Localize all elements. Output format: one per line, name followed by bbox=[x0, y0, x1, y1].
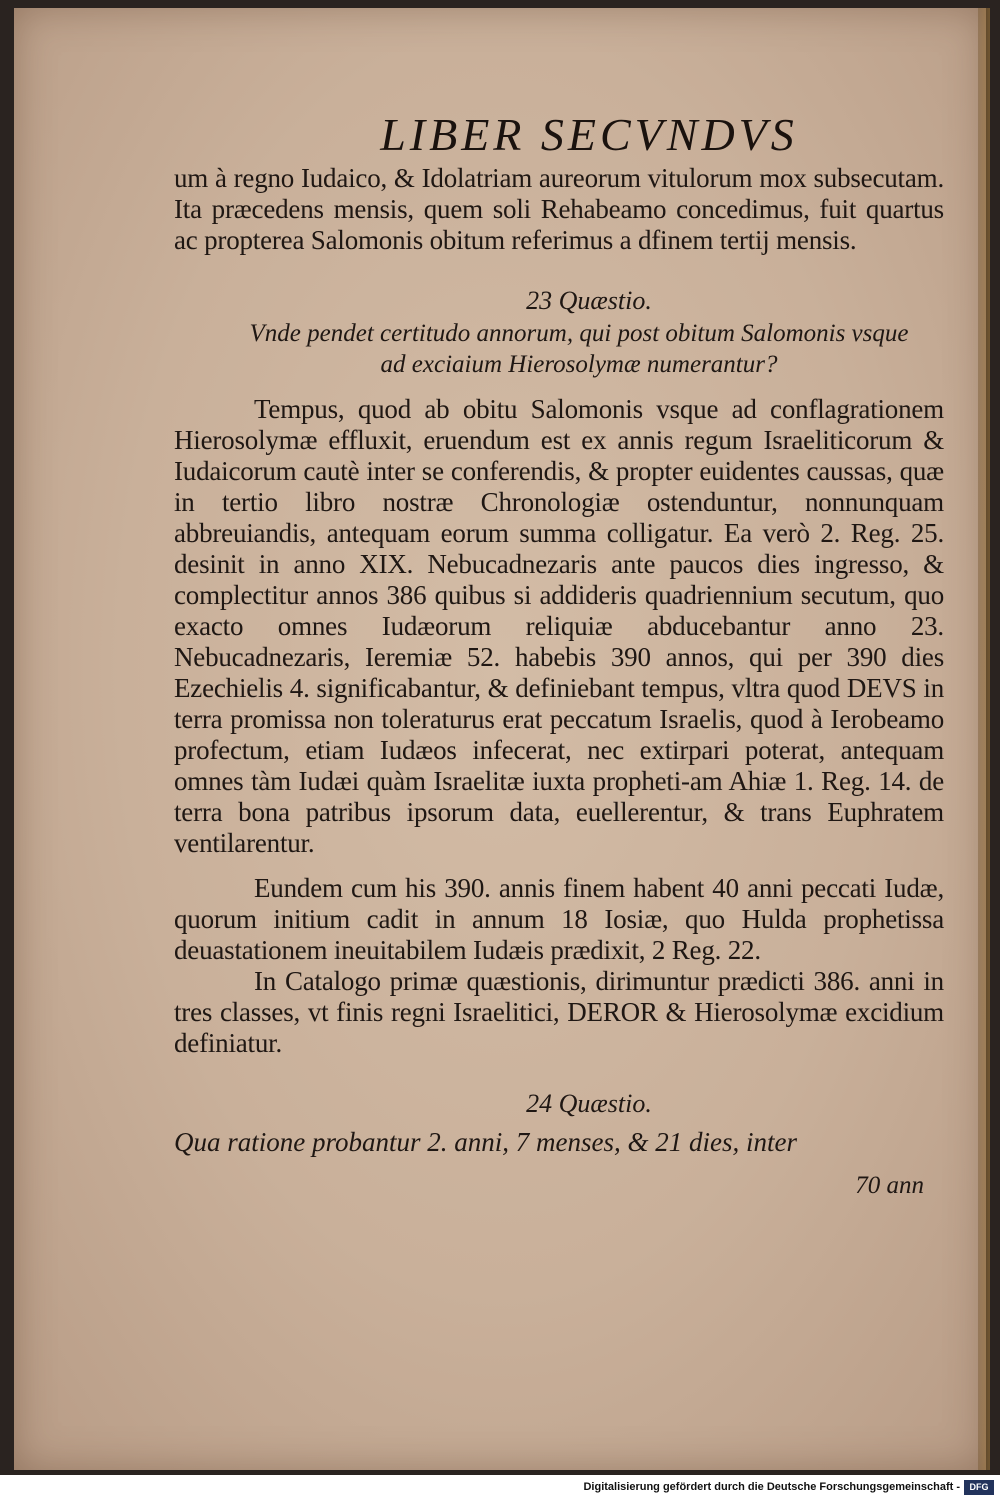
catchword: 70 ann bbox=[855, 1172, 924, 1199]
question-24-title: Qua ratione probantur 2. anni, 7 menses, & 21 dies, inter bbox=[174, 1127, 797, 1157]
question-23-paragraph-1: Tempus, quod ab obitu Salomonis vsque ad conflagrationem Hierosolymæ effluxit, eruendum est ex annis regum Israeliticorum & Iudaicorum cautè inter se conferendis, & propter euidentes caussas, quæ in tertio libro nostræ Chronologiæ ostenduntur, nonnunquam abbreuiandis, antequam eorum summa colligatur. Ea verò 2. Reg. 25. desinit in anno XIX. Nebucadnezaris ante paucos dies ingresso, & complectitur annos 386 quibus si addideris quadriennium secutum, quo exacto omnes Iudæorum reliquiæ abducebantur anno 23. Nebucadnezaris, Ieremiæ 52. habebis 390 annos, qui per 390 dies Ezechielis 4. significabantur, & definiebant tempus, vltra quod DEVS in terra promissa non toleraturus erat peccatum Israelis, quod à Ierobeamo profectum, etiam Iudæos infecerat, nec extirpari poterat, antequam omnes tàm Iudæi quàm Israelitæ iuxta propheti-am Ahiæ 1. Reg. 14. de terra bona patribus ipsorum data, euellerentur, & trans Euphratem ventilarentur. bbox=[174, 394, 944, 858]
question-24-number: 24 Quæstio. bbox=[526, 1089, 652, 1118]
question-23-paragraph-2: Eundem cum his 390. annis finem habent 40 anni peccati Iudæ, quorum initium cadit in annum 18 Iosiæ, quo Hulda prophetissa deuastationem ineuitabilem Iudæis prædixit, 2 Reg. 22. bbox=[174, 873, 944, 965]
dfg-logo: DFG bbox=[964, 1480, 994, 1495]
footer-bar bbox=[0, 1475, 1000, 1501]
question-23-number: 23 Quæstio. bbox=[526, 286, 652, 315]
intro-paragraph: um à regno Iudaico, & Idolatriam aureorum vitulorum mox subsecutam. Ita præcedens mensis, quem soli Rehabeamo concedimus, fuit quartus ac propterea Salomonis obitum referimus a dfinem tertij mensis. bbox=[174, 163, 944, 255]
book-page bbox=[14, 8, 986, 1470]
footer-credit: Digitalisierung gefördert durch die Deutsche Forschungsgemeinschaft - bbox=[583, 1481, 960, 1493]
running-head: LIBER SECVNDVS bbox=[380, 109, 798, 160]
question-23-paragraph-3: In Catalogo primæ quæstionis, dirimuntur prædicti 386. anni in tres classes, vt finis regni Israelitici, DEROR & Hierosolymæ excidium definiatur. bbox=[174, 966, 944, 1058]
page-text-block bbox=[174, 108, 944, 1200]
question-23-title: Vnde pendet certitudo annorum, qui post obitum Salomonis vsque ad exciaium Hierosolymæ numerantur? bbox=[249, 320, 909, 378]
